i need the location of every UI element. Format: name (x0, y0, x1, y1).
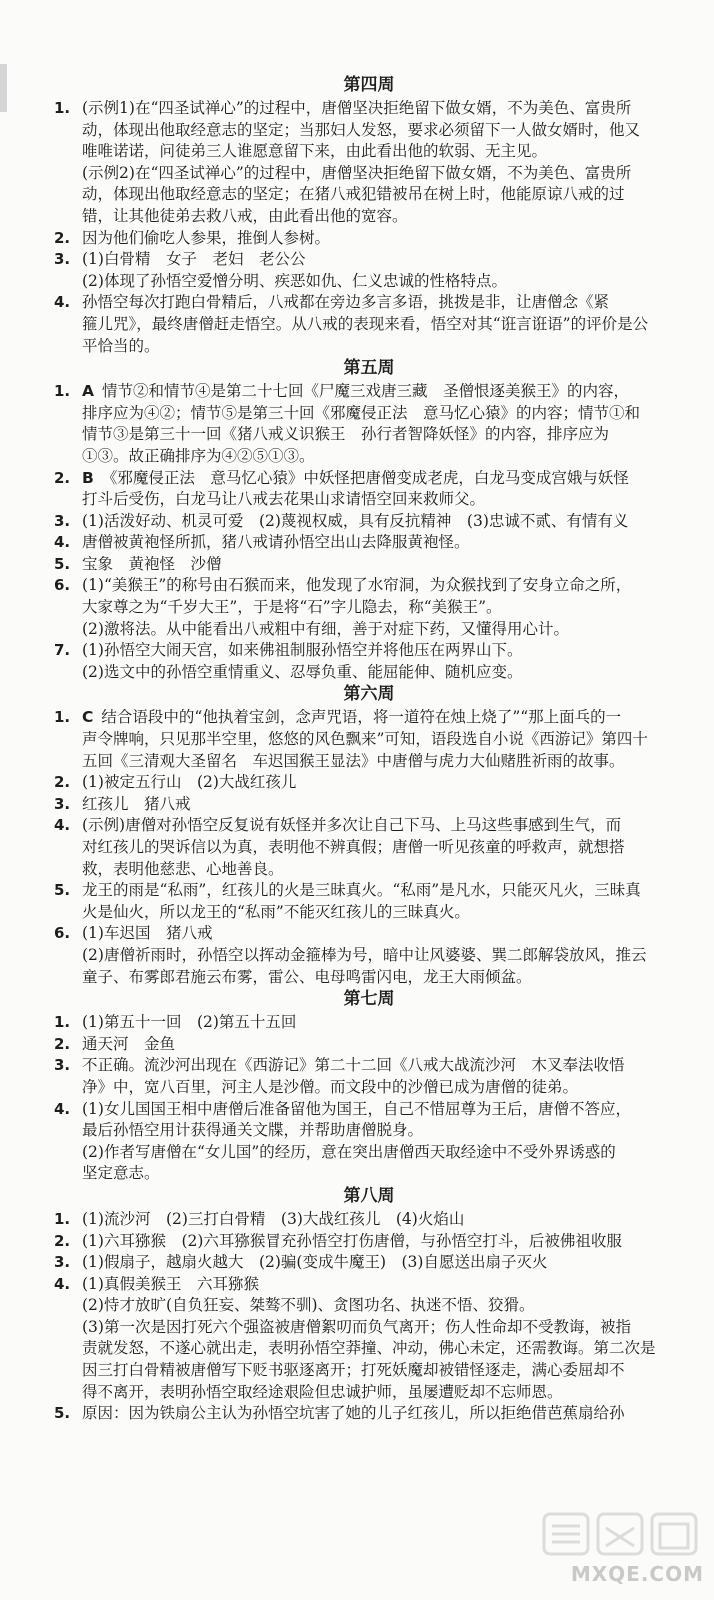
question-item (54, 468, 684, 511)
question-number: 2. (54, 773, 71, 792)
answer-line: 唐僧被黄袍怪所抓，猪八戒请孙悟空出山去降服黄袍怪。 (82, 533, 470, 552)
answer-line: 火是仙火，所以龙王的“私雨”不能灭红孩儿的三昧真火。 (82, 902, 470, 921)
question-number: 4. (54, 1274, 71, 1293)
question-item (54, 292, 684, 357)
answer-line: 大家尊之为“千岁大王”，于是将“石”字儿隐去，称“美猴王”。 (82, 598, 502, 617)
week-section (54, 1185, 684, 1425)
question-number: 3. (54, 794, 71, 813)
answer-line: (2)选文中的孙悟空重情重义、忍辱负重、能屈能伸、随机应变。 (82, 662, 523, 681)
question-number: 6. (54, 924, 71, 943)
question-item (54, 640, 684, 683)
answer-line: (1)真假美猴王 六耳猕猴 (82, 1274, 259, 1293)
question-number: 5. (54, 1404, 71, 1423)
answer-line: 动，体现出他取经意志的坚定；当那妇人发怒，要求必须留下一人做女婿时，他又 (82, 120, 641, 139)
answer-line-text: 结合语段中的“他执着宝剑，念声咒语，将一道符在烛上烧了”“那上面乓的一 (101, 708, 622, 727)
question-number: 1. (54, 1013, 71, 1032)
answer-line: 声令牌响，只见那半空里，悠悠的风色飘来”可知，语段选自小说《西游记》第四十 (82, 730, 648, 749)
answer-body (82, 532, 684, 554)
question-item (54, 1012, 684, 1034)
answer-line: (1)车迟国 猪八戒 (82, 924, 213, 943)
answer-body (82, 1231, 684, 1253)
question-number: 1. (54, 1209, 71, 1228)
answer-body (82, 468, 684, 511)
week-section (54, 683, 684, 988)
choice-answer: A (82, 382, 94, 401)
answer-body (82, 554, 684, 576)
answer-line: (示例1)在“四圣试禅心”的过程中，唐僧坚决拒绝留下做女婿，不为美色、富贵所 (82, 99, 632, 117)
answer-line: 净》中，宽八百里，河主人是沙僧。而文段中的沙僧已成为唐僧的徒弟。 (82, 1077, 579, 1096)
question-item (54, 98, 684, 228)
answer-line: 责就发怒，不遂心就出走，表明孙悟空莽撞、冲动，佛心未定，还需教诲。第二次是 (82, 1339, 656, 1358)
question-number: 5. (54, 554, 71, 573)
answer-line: (1)白骨精 女子 老妇 老公公 (82, 250, 306, 269)
answer-line (82, 381, 684, 403)
answer-line: (1)流沙河 (2)三打白骨精 (3)大战红孩儿 (4)火焰山 (82, 1209, 465, 1228)
answer-line: (1)六耳猕猴 (2)六耳猕猴冒充孙悟空打伤唐僧，与孙悟空打斗，后被佛祖收服 (82, 1231, 622, 1250)
answer-body (82, 511, 684, 533)
answer-body (82, 249, 684, 292)
answer-line: 坚定意志。 (82, 1164, 160, 1183)
answer-line: (1)活泼好动、机灵可爱 (2)蔑视权威，具有反抗精神 (3)忠诚不贰、有情有义 (82, 511, 629, 530)
answer-body (82, 880, 684, 923)
answer-body (82, 1034, 684, 1056)
answer-line: (2)作者写唐僧在“女儿国”的经历，意在突出唐僧西天取经途中不受外界诱惑的 (82, 1142, 616, 1161)
choice-answer: C (82, 708, 94, 727)
question-item (54, 575, 684, 640)
answer-line: 平恰当的。 (82, 336, 160, 355)
answer-line: 唯唯诺诺，问徒弟三人谁愿意留下来，由此看出他的软弱、无主见。 (82, 142, 548, 161)
answer-line: (示例2)在“四圣试禅心”的过程中，唐僧坚决拒绝留下做女婿，不为美色、富贵所 (82, 163, 632, 182)
question-item (54, 923, 684, 988)
week-section (54, 74, 684, 357)
answer-line: 打斗后受伤，白龙马让八戒去花果山求请悟空回来救师父。 (82, 490, 486, 509)
week-section (54, 988, 684, 1185)
answer-line: (2)唐僧祈雨时，孙悟空以挥动金箍棒为号，暗中让风婆婆、巽二郎解袋放风，推云 (82, 945, 647, 964)
answer-line: (1)第五十一回 (2)第五十五回 (82, 1013, 297, 1032)
question-item (54, 1055, 684, 1098)
answer-line: (2)恃才放旷(自负狂妄、桀骜不驯)、贪图功名、执迷不悟、狡猾。 (82, 1296, 535, 1315)
question-item (54, 381, 684, 467)
answer-line: 红孩儿 猪八戒 (82, 794, 191, 813)
question-number: 3. (54, 1253, 71, 1272)
answer-line: 对红孩儿的哭诉信以为真，表明他不辨真假；唐僧一听见孩童的呼救声，就想搭 (82, 838, 625, 856)
answer-body (82, 1055, 684, 1098)
answer-body (82, 815, 684, 880)
answer-line: 箍儿咒》，最终唐僧赶走悟空。从八戒的表现来看，悟空对其“诳言诳语”的评价是公 (82, 314, 649, 333)
question-number: 5. (54, 881, 71, 900)
question-number: 7. (54, 641, 71, 660)
question-item (54, 880, 684, 923)
answer-body (82, 98, 684, 228)
question-number: 4. (54, 293, 71, 312)
answer-line: (3)第一次是因打死六个强盗被唐僧絮叨而负气离开；伤人性命却不受教诲，被指 (82, 1317, 631, 1336)
answer-line: 因三打白骨精被唐僧写下贬书驱逐离开；打死妖魔却被错怪逐走，满心委屈却不 (82, 1361, 625, 1380)
question-number: 1. (54, 382, 71, 401)
week-title: 第八周 (343, 1185, 395, 1206)
answer-line: 不正确。流沙河出现在《西游记》第二十二回《八戒大战流沙河 木叉奉法收悟 (82, 1056, 625, 1075)
answer-line: (1)孙悟空大闹天宫，如来佛祖制服孙悟空并将他压在两界山下。 (82, 641, 523, 660)
week-section (54, 357, 684, 683)
answer-body (82, 228, 684, 250)
question-item (54, 532, 684, 554)
answer-line: 动，体现出他取经意志的坚定；在猪八戒犯错被吊在树上时，他能原谅八戒的过 (82, 185, 625, 204)
answer-line: 五回《三清观大圣留名 车迟国猴王显法》中唐僧与虎力大仙赌胜祈雨的故事。 (82, 751, 625, 770)
question-number: 4. (54, 816, 71, 835)
question-number: 4. (54, 1099, 71, 1118)
answer-line-text: 情节②和情节④是第二十七回《尸魔三戏唐三藏 圣僧恨逐美猴王》的内容， (102, 382, 630, 401)
question-item (54, 1231, 684, 1253)
answer-body (82, 1403, 684, 1425)
week-title: 第六周 (343, 684, 395, 705)
answer-line: 救，表明他慈悲、心地善良。 (82, 859, 284, 878)
answer-body (82, 292, 684, 357)
answer-line: 龙王的雨是“私雨”，红孩儿的火是三昧真火。“私雨”是凡水，只能灭凡火，三昧真 (82, 881, 641, 900)
answer-line: (1)假扇子，越扇火越大 (2)骗(变成牛魔王) (3)自愿送出扇子灭火 (82, 1253, 548, 1272)
question-number: 2. (54, 228, 71, 247)
answer-body (82, 923, 684, 988)
page-edge-mark (0, 64, 7, 112)
answer-line: (2)体现了孙悟空爱憎分明、疾恶如仇、仁义忠诚的性格特点。 (82, 271, 507, 290)
question-item (54, 794, 684, 816)
answer-line (82, 468, 684, 490)
answer-body (82, 1209, 684, 1231)
question-item (54, 511, 684, 533)
answer-body (82, 1099, 684, 1185)
answer-line: 错，让其他徒弟去救八戒，由此看出他的宽容。 (82, 206, 408, 225)
answer-line: 排序应为④②；情节⑤是第三十回《邪魔侵正法 意马忆心猿》的内容；情节①和 (82, 403, 641, 422)
question-number: 3. (54, 511, 71, 530)
answer-body (82, 772, 684, 794)
question-number: 4. (54, 533, 71, 552)
question-number: 6. (54, 576, 71, 595)
answer-line: (1)被定五行山 (2)大战红孩儿 (82, 773, 297, 792)
answer-body (82, 794, 684, 816)
question-number: 3. (54, 1056, 71, 1075)
question-number: 1. (54, 99, 71, 117)
answer-line: 因为他们偷吃人参果，推倒人参树。 (82, 228, 331, 247)
question-number: 1. (54, 708, 71, 727)
week-title: 第四周 (343, 75, 395, 95)
answer-body (82, 1012, 684, 1034)
question-item (54, 1274, 684, 1404)
question-item (54, 1209, 684, 1231)
question-item (54, 815, 684, 880)
answer-line: 通天河 金鱼 (82, 1034, 176, 1053)
answer-body (82, 575, 684, 640)
answer-body (82, 1274, 684, 1404)
answer-body (82, 707, 684, 772)
answer-body (82, 1252, 684, 1274)
answer-line: (2)激将法。从中能看出八戒粗中有细，善于对症下药，又懂得用心计。 (82, 619, 569, 638)
question-item (54, 228, 684, 250)
answer-content (54, 74, 684, 1425)
watermark-text: MXQE.COM (570, 1562, 704, 1586)
question-item (54, 707, 684, 772)
answer-line: ①③。故正确排序为④②⑤①③。 (82, 446, 315, 465)
answer-line: 童子、布雾郎君施云布雾，雷公、电母鸣雷闪电，龙王大雨倾盆。 (82, 967, 532, 986)
answer-body (82, 640, 684, 683)
answer-line-text: 《邪魔侵正法 意马忆心猿》中妖怪把唐僧变成老虎，白龙马变成宫娥与妖怪 (101, 468, 629, 487)
question-number: 2. (54, 1034, 71, 1053)
answer-line: (1)“美猴王”的称号由石猴而来，他发现了水帘洞，为众猴找到了安身立命之所， (82, 576, 632, 595)
question-item (54, 249, 684, 292)
question-number: 2. (54, 468, 71, 487)
answer-line: 原因：因为铁扇公主认为孙悟空坑害了她的儿子红孩儿，所以拒绝借芭蕉扇给孙 (82, 1404, 625, 1423)
question-number: 2. (54, 1231, 71, 1250)
question-item (54, 1099, 684, 1185)
answer-line: (1)女儿国国王相中唐僧后准备留他为国王，自己不惜屈尊为王后，唐僧不答应， (82, 1099, 631, 1118)
week-title: 第五周 (343, 358, 395, 379)
answer-line (82, 707, 684, 729)
answer-line: (示例)唐僧对孙悟空反复说有妖怪并多次让自己下马、上马这些事感到生气，而 (82, 816, 622, 835)
answer-line: 情节③是第三十一回《猪八戒义识猴王 孙行者智降妖怪》的内容，排序应为 (82, 425, 610, 444)
question-item (54, 1252, 684, 1274)
answer-line: 宝象 黄袍怪 沙僧 (82, 554, 222, 573)
question-item (54, 1403, 684, 1425)
answer-line: 得不离开，表明孙悟空取经途艰险但忠诚护师，虽屡遭贬却不忘师恩。 (82, 1382, 563, 1401)
answer-line: 孙悟空每次打跑白骨精后，八戒都在旁边多言多语，挑拨是非，让唐僧念《紧 (82, 293, 610, 312)
answer-body (82, 381, 684, 467)
question-number: 3. (54, 250, 71, 269)
choice-answer: B (82, 468, 94, 487)
week-title: 第七周 (343, 989, 395, 1010)
question-item (54, 1034, 684, 1056)
question-item (54, 772, 684, 794)
answer-line: 最后孙悟空用计获得通关文牒，并帮助唐僧脱身。 (82, 1121, 424, 1140)
question-item (54, 554, 684, 576)
